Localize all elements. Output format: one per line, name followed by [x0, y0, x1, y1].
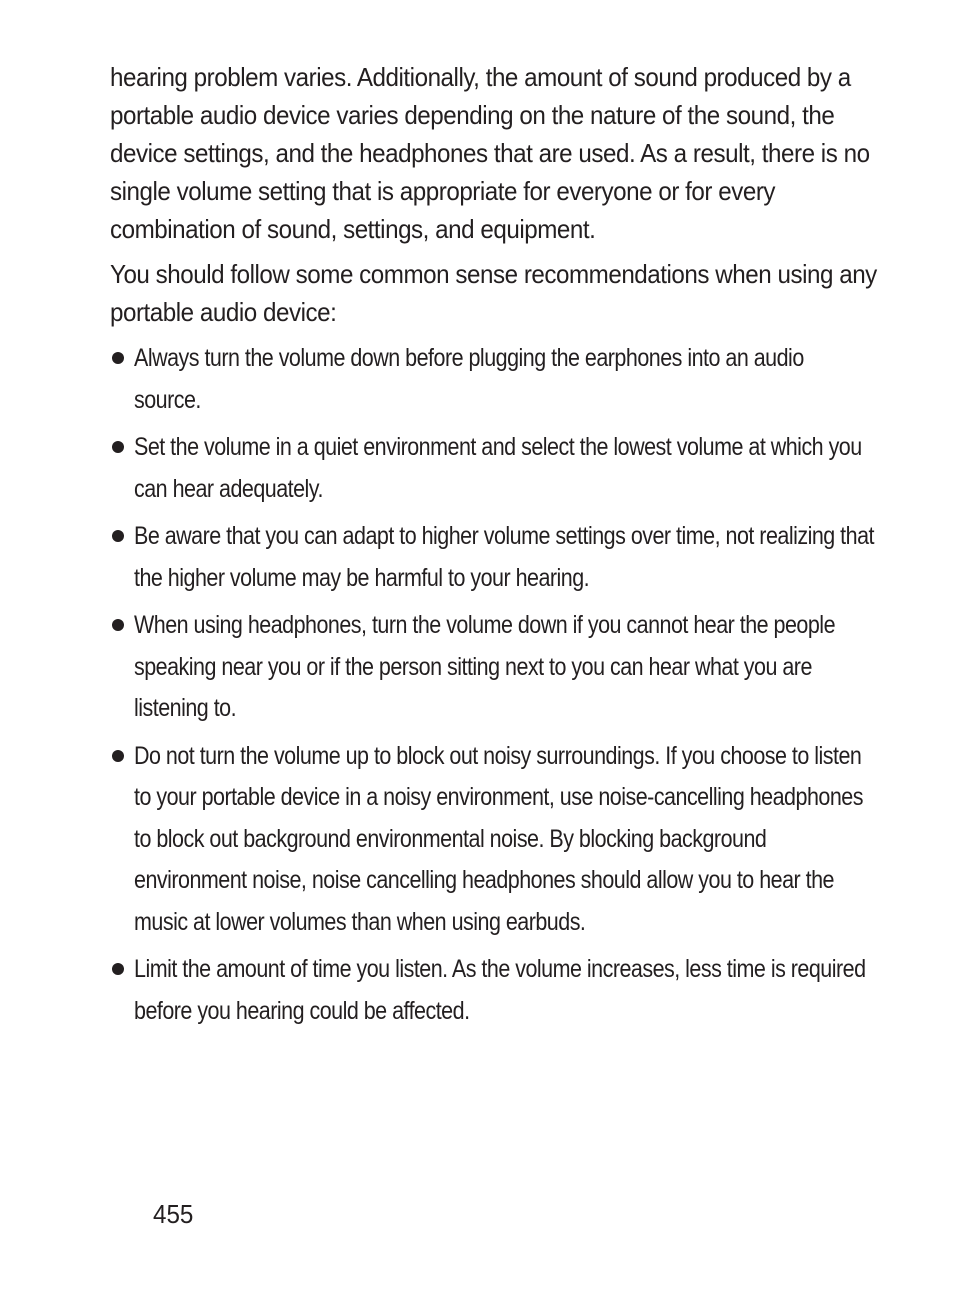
paragraph-recommendations-intro: You should follow some common sense recommendations when using any portable audio device: [110, 259, 877, 327]
list-item [110, 949, 878, 1032]
bullet-icon [112, 619, 124, 631]
list-item-text: Limit the amount of time you listen. As the volume increases, less time is required before you hearing could be affected. [134, 955, 866, 1025]
list-item [110, 338, 878, 421]
bullet-icon [112, 750, 124, 762]
bullet-icon [112, 530, 124, 542]
list-item [110, 605, 878, 730]
list-item-text: Do not turn the volume up to block out noisy surroundings. If you choose to listen to your portable device in a noisy environment, use noise-cancelling headphones to block out background environmental noise. By blocking background environment noise, noise cancelling headphones should allow you to hear the music at lower volumes than when using earbuds. [134, 741, 863, 936]
list-item-text: Set the volume in a quiet environment and select the lowest volume at which you can hear adequately. [134, 433, 862, 503]
list-item [110, 736, 878, 944]
list-item [110, 516, 878, 599]
list-item-text: When using headphones, turn the volume down if you cannot hear the people speaking near you or if the person sitting next to you can hear what you are listening to. [134, 611, 836, 722]
recommendations-list [110, 338, 878, 1032]
list-item-text: Be aware that you can adapt to higher volume settings over time, not realizing that the higher volume may be harmful to your hearing. [134, 522, 874, 592]
page-number: 455 [153, 1199, 194, 1229]
bullet-icon [112, 963, 124, 975]
paragraph-hearing-variation: hearing problem varies. Additionally, the amount of sound produced by a portable audio device varies depending on the nature of the sound, the device settings, and the headphones that are used. As a result, there is no single volume setting that is appropriate for everyone or for every combination of sound, settings, and equipment. [110, 62, 870, 244]
bullet-icon [112, 352, 124, 364]
list-item-text: Always turn the volume down before plugging the earphones into an audio source. [134, 344, 804, 414]
list-item [110, 427, 878, 510]
bullet-icon [112, 441, 124, 453]
page-body [110, 58, 878, 1038]
